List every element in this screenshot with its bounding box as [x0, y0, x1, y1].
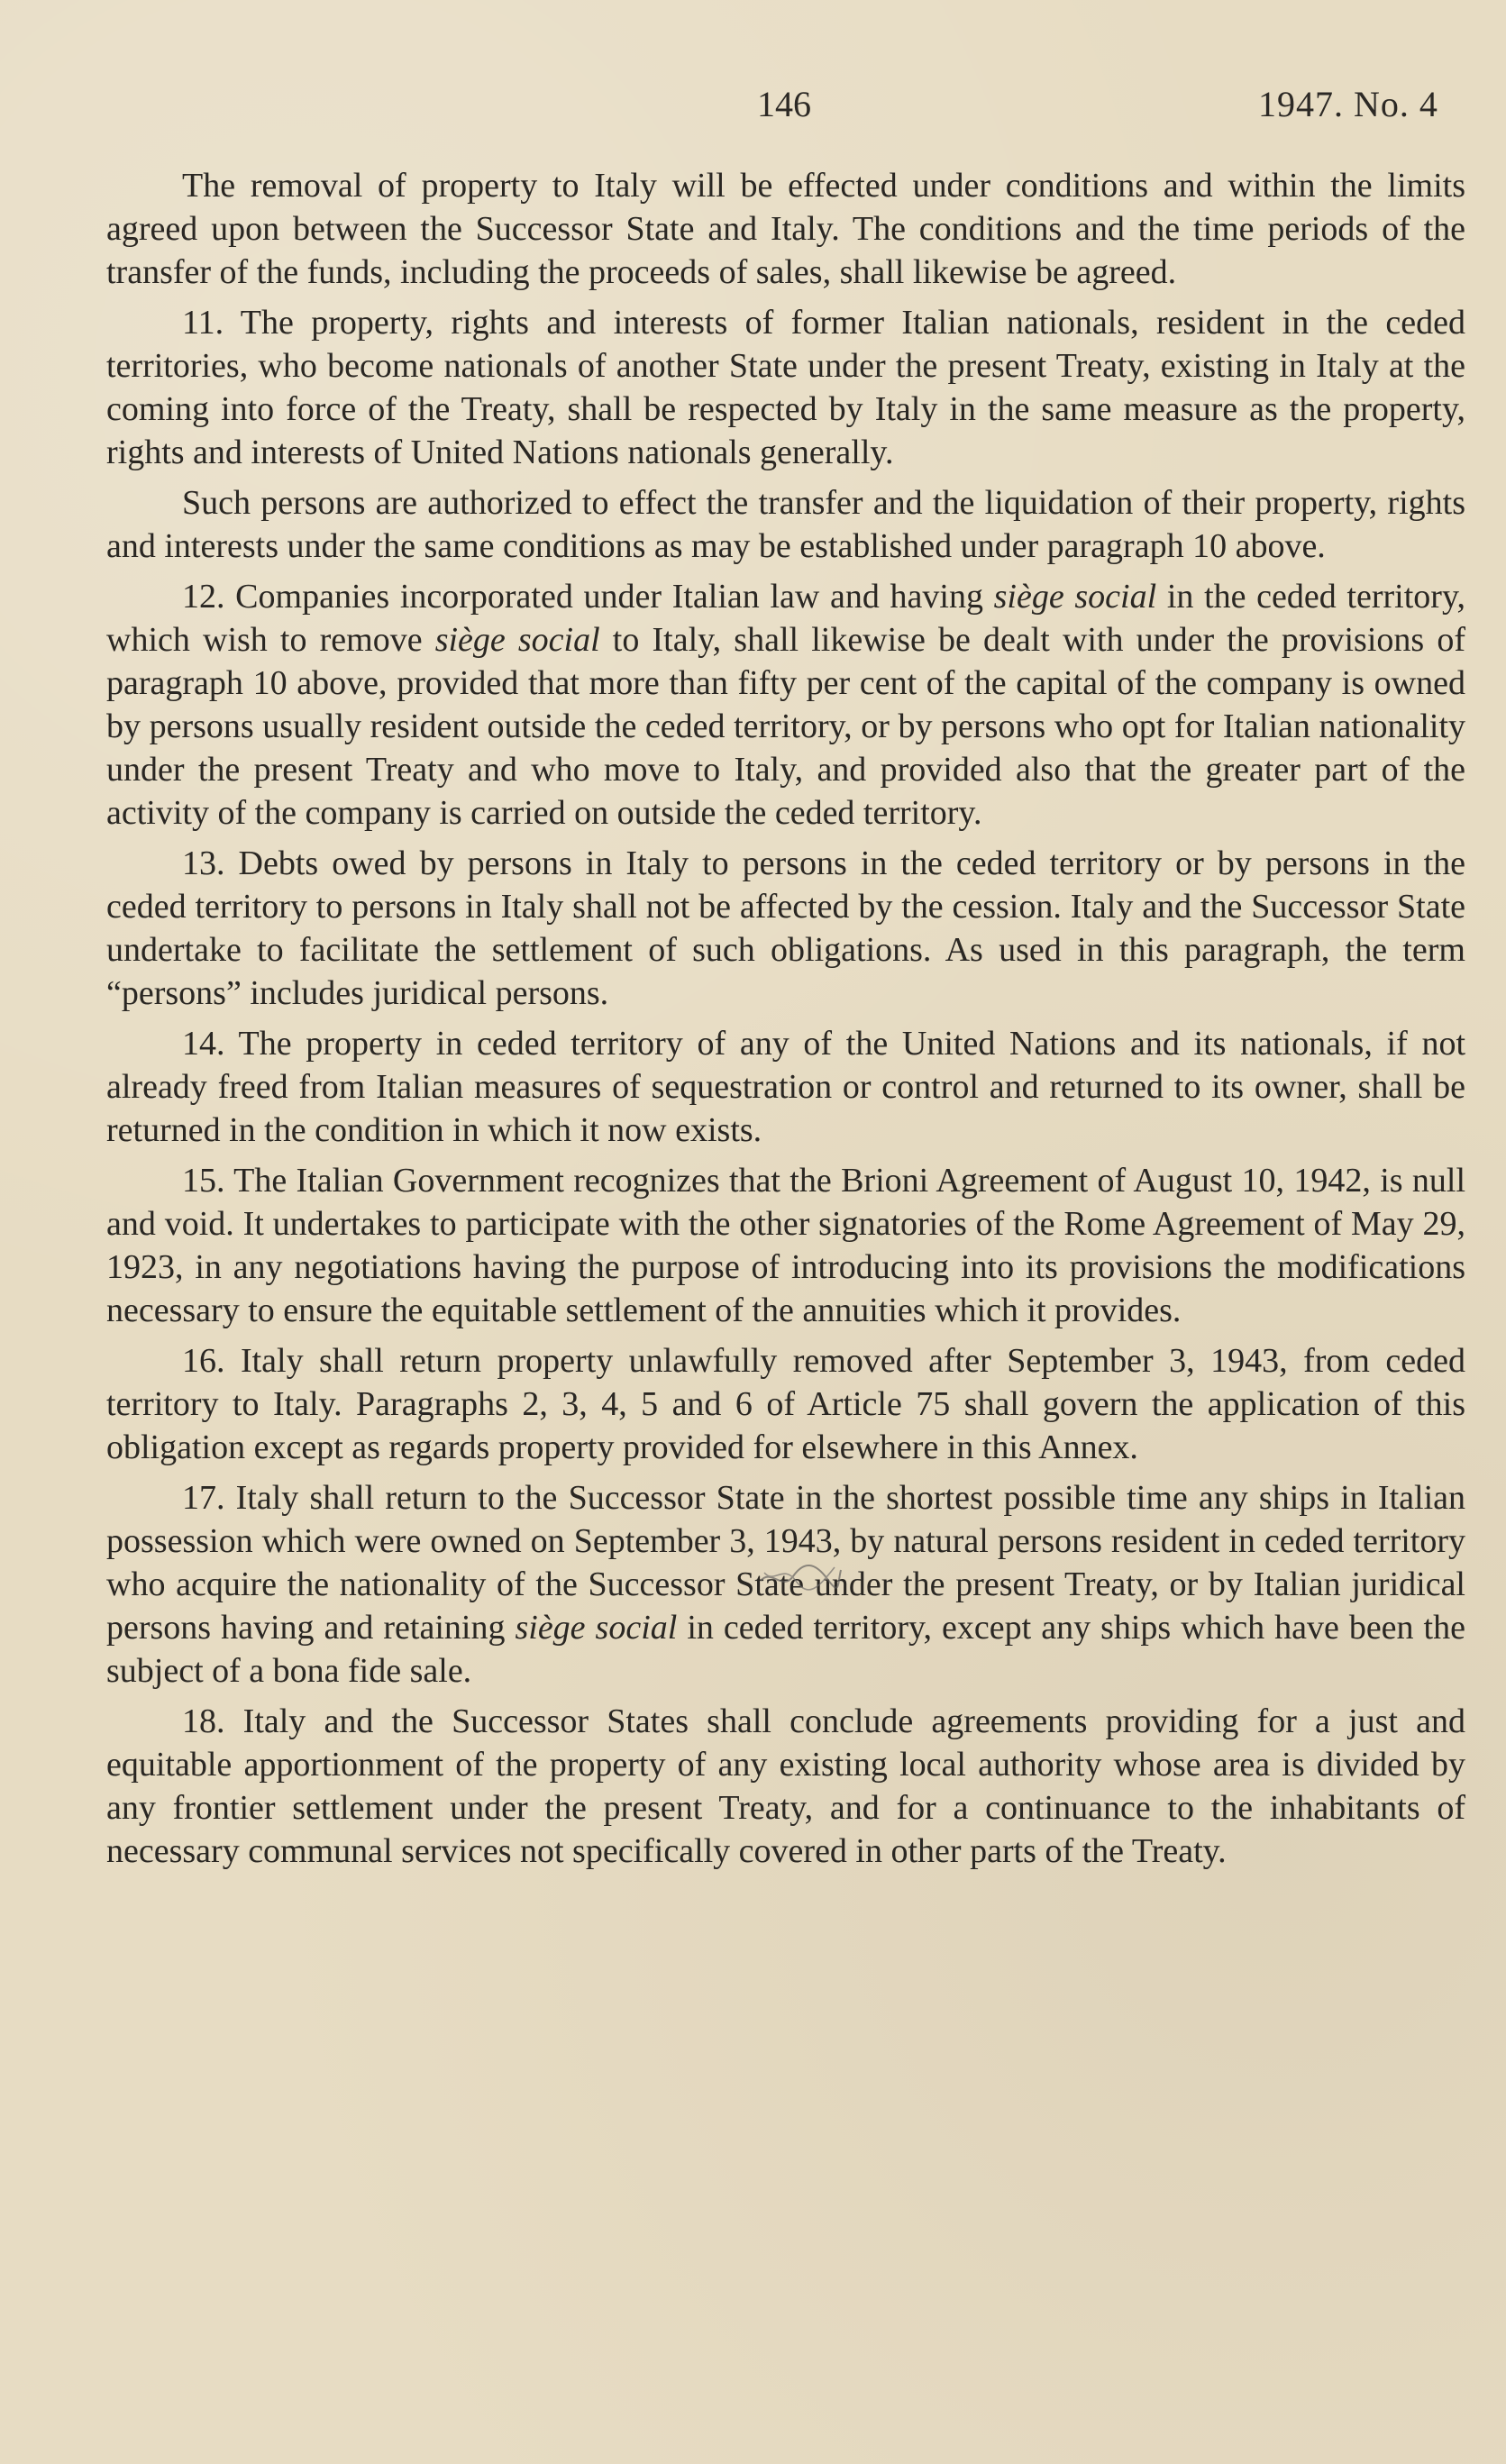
- paragraph-text-part: 17. Italy shall return to the Successor State in the shortest possible time any ships in Italian possession which were owned on September 3, 1943, by natural persons resident in ceded territory who acquire the nationality of the Successor State under the present Treaty, or by Italian juridical persons having and retaining: [106, 1479, 1465, 1647]
- paragraph-text: 13. Debts owed by persons in Italy to persons in the ceded territory or by persons in the ceded territory to persons in Italy shall not be affected by the cession. Italy and the Successor State undertake to facilitate the settlement of such obligations. As used in this paragraph, the term “persons” includes juridical persons.: [106, 844, 1465, 1012]
- paragraph-text: Such persons are authorized to effect the transfer and the liquidation of their property, rights and interests under the same conditions as may be established under paragraph 10 above.: [106, 484, 1465, 565]
- paragraph-text: 11. The property, rights and interests of former Italian nationals, resident in the ceded territories, who become nationals of another State under the present Treaty, existing in Italy at the coming into force of the Treaty, shall be respected by Italy in the same measure as the property, rights and interests of United Nations nationals generally.: [106, 304, 1465, 471]
- paragraph-text-part: to Italy, shall likewise be dealt with under the provisions of paragraph 10 above, provided that more than fifty per cent of the capital of the company is owned by persons usually resident outside the ceded territory, or by persons who opt for Italian nationality under the present Treaty and who move to Italy, and provided also that the greater part of the activity of the company is carried on outside the ceded territory.: [106, 621, 1465, 832]
- document-reference: 1947. No. 4: [1258, 84, 1438, 124]
- paragraph-text-part: 12. Companies incorporated under Italian law and having: [182, 578, 994, 616]
- page-header: [0, 83, 1506, 137]
- italic-term: siège social: [993, 578, 1157, 616]
- paragraph-16: [106, 1339, 1465, 1469]
- paragraph-text: 14. The property in ceded territory of any of the United Nations and its nationals, if not already freed from Italian measures of sequestration or control and returned to its owner, shall be returned in the condition in which it now exists.: [106, 1025, 1465, 1149]
- italic-term: siège social: [515, 1609, 678, 1647]
- paragraph-text-part: in the ceded territory, which wish to remove: [106, 578, 1465, 659]
- paragraph-11-continuation: [106, 481, 1465, 568]
- paragraph-text: 16. Italy shall return property unlawfully removed after September 3, 1943, from ceded territory to Italy. Paragraphs 2, 3, 4, 5 and 6 of Article 75 shall govern the application of this obligation except as regards property provided for elsewhere in this Annex.: [106, 1342, 1465, 1466]
- paragraph-18: [106, 1700, 1465, 1873]
- paragraph-11: [106, 301, 1465, 474]
- paragraph-transfer-conditions: [106, 164, 1465, 294]
- paragraph-text-part: in ceded territory, except any ships which have been the subject of a bona fide sale.: [106, 1609, 1465, 1690]
- page-number: 146: [757, 84, 811, 124]
- paragraph-14: [106, 1022, 1465, 1152]
- paragraph-12: [106, 575, 1465, 835]
- document-body: [106, 164, 1465, 1873]
- italic-term: siège social: [434, 621, 600, 659]
- paragraph-15: [106, 1159, 1465, 1332]
- paragraph-13: [106, 842, 1465, 1015]
- paragraph-text: 18. Italy and the Successor States shall conclude agreements providing for a just and equitable apportionment of the property of any existing local authority whose area is divided by any frontier settlement under the present Treaty, and for a continuance to the inhabitants of necessary communal services not specifically covered in other parts of the Treaty.: [106, 1702, 1465, 1870]
- paragraph-text: The removal of property to Italy will be effected under conditions and within the limits agreed upon between the Successor State and Italy. The conditions and the time periods of the transfer of the funds, including the proceeds of sales, shall likewise be agreed.: [106, 167, 1465, 291]
- paragraph-text: 15. The Italian Government recognizes that the Brioni Agreement of August 10, 1942, is null and void. It undertakes to participate with the other signatories of the Rome Agreement of May 29, 1923, in any negotiations having the purpose of introducing into its provisions the modifications necessary to ensure the equitable settlement of the annuities which it provides.: [106, 1162, 1465, 1329]
- paragraph-17: [106, 1476, 1465, 1693]
